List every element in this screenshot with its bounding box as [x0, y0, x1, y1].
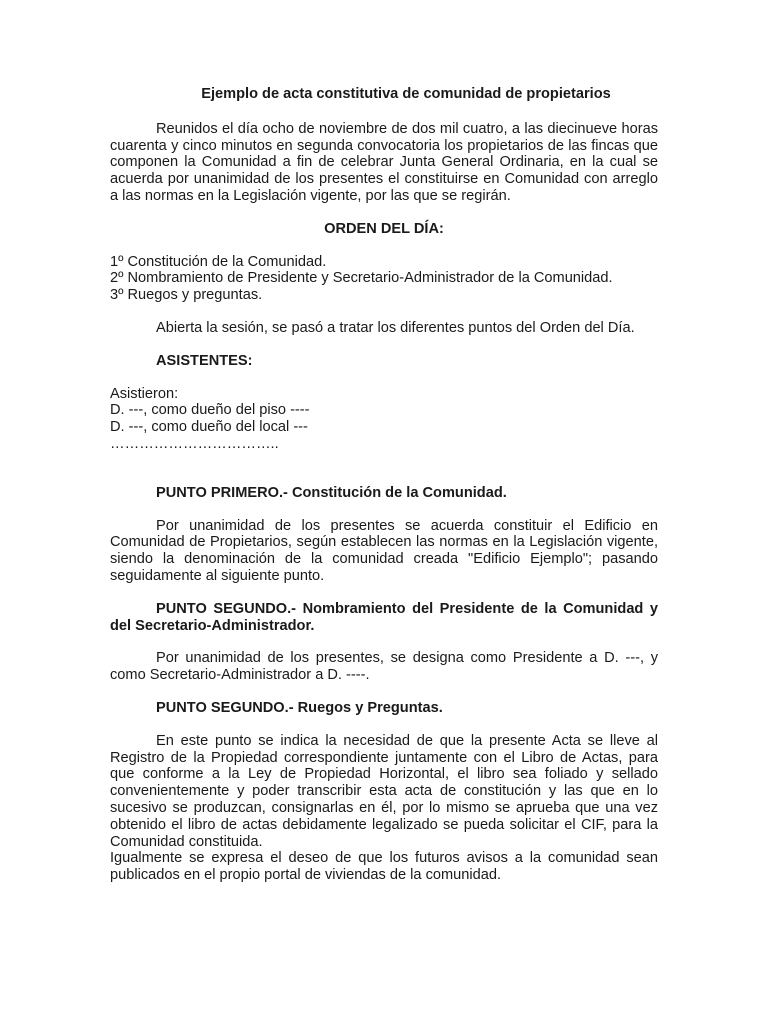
asistentes-line: …………………………….. — [110, 435, 279, 452]
orden-item: 1º Constitución de la Comunidad. — [110, 253, 327, 270]
orden-item: 2º Nombramiento de Presidente y Secretario-Administrador de la Comunidad. — [110, 270, 613, 287]
asistentes-line: Asistieron: — [110, 385, 179, 402]
asistentes-line: D. ---, como dueño del local --- — [110, 419, 308, 436]
punto-segundo-paragraph: Por unanimidad de los presentes, se designa como Presidente a D. ---, y como Secretario-Administrador a D. ----. — [110, 650, 658, 684]
document-title: Ejemplo de acta constitutiva de comunidad de propietarios — [201, 86, 611, 102]
asistentes-line: D. ---, como dueño del piso ---- — [110, 402, 310, 419]
orden-heading: ORDEN DEL DÍA: — [324, 220, 444, 237]
asistentes-heading: ASISTENTES: — [156, 352, 253, 369]
asistentes-list — [110, 386, 658, 453]
closing-paragraph: Igualmente se expresa el deseo de que los futuros avisos a la comunidad sean publicados en el propio portal de viviendas de la comunidad. — [110, 850, 658, 884]
punto-primero-heading: PUNTO PRIMERO.- Constitución de la Comunidad. — [156, 484, 507, 501]
ruegos-paragraph: En este punto se indica la necesidad de que la presente Acta se lleve al Registro de la Propiedad correspondiente juntamente con el Libro de Actas, para que conforme a la Ley de Propiedad Horizontal, el libro sea foliado y sellado convenientemente y poder transcribir esta acta de constitución y las que en lo sucesivo se produzcan, consignarlas en él, por lo mismo se aprueba que una vez obtenido el libro de actas debidamente legalizado se pueda solicitar el CIF, para la Comunidad constituida. — [110, 732, 658, 850]
intro-paragraph: Reunidos el día ocho de noviembre de dos mil cuatro, a las diecinueve horas cuarenta y cinco minutos en segunda convocatoria los propietarios de las fincas que componen la Comunidad a fin de celebrar Junta General Ordinaria, en la cual se acuerda por unanimidad de los presentes el constituirse en Comunidad con arreglo a las normas en la Legislación vigente, por las que se regirán. — [110, 120, 658, 204]
apertura-paragraph: Abierta la sesión, se pasó a tratar los diferentes puntos del Orden del Día. — [156, 319, 635, 336]
orden-list — [110, 254, 658, 304]
punto-segundo-heading: PUNTO SEGUNDO.- Nombramiento del Presidente de la Comunidad y del Secretario-Administrador. — [110, 600, 658, 634]
punto-primero-paragraph: Por unanimidad de los presentes se acuerda constituir el Edificio en Comunidad de Propietarios, según establecen las normas en la Legislación vigente, siendo la denominación de la comunidad creada "Edificio Ejemplo"; pasando seguidamente al siguiente punto. — [110, 517, 658, 584]
orden-item: 3º Ruegos y preguntas. — [110, 287, 263, 304]
ruegos-heading: PUNTO SEGUNDO.- Ruegos y Preguntas. — [156, 699, 443, 716]
document-page — [110, 86, 658, 884]
